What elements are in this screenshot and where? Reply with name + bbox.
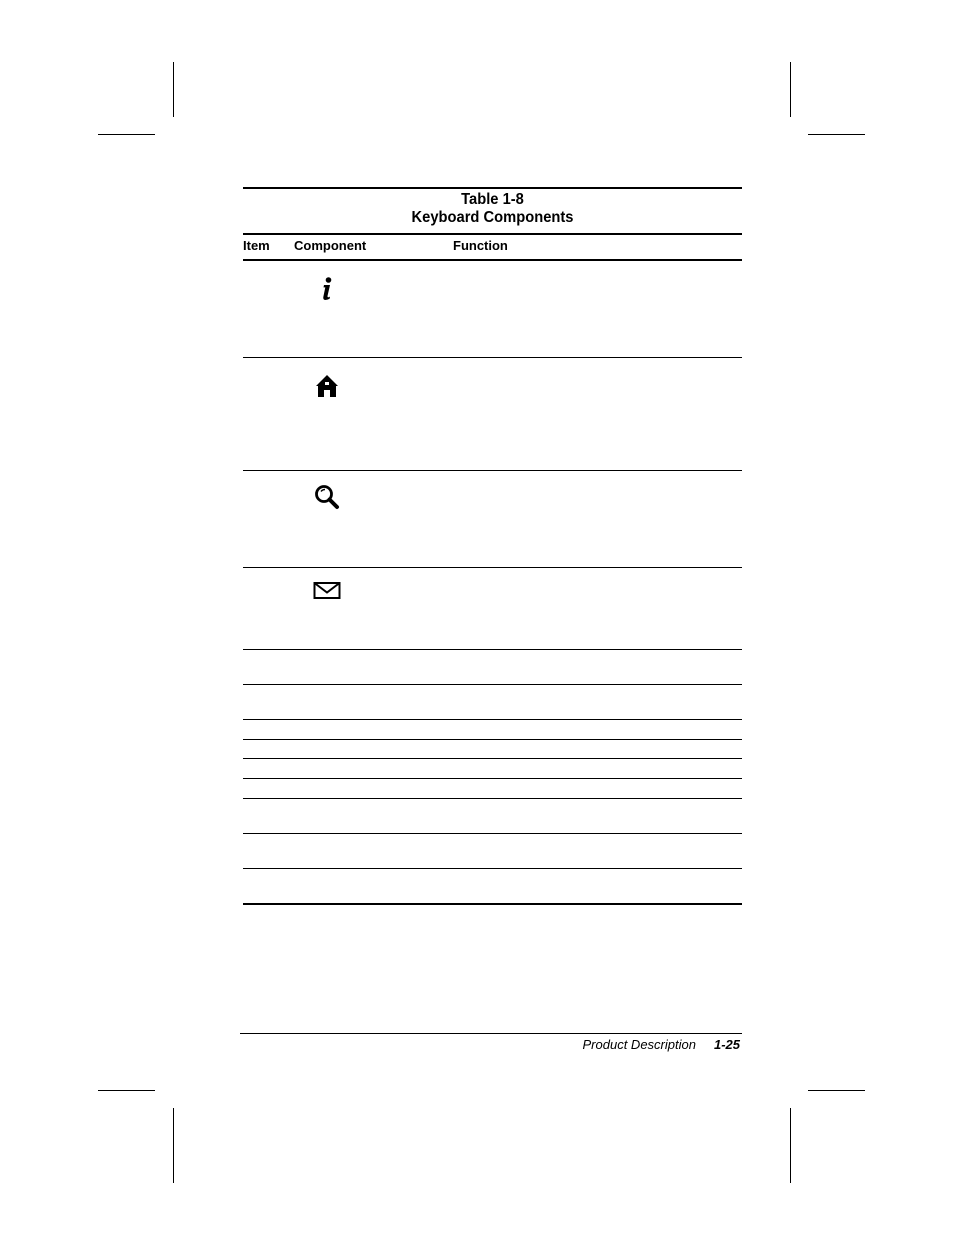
header-bottom-rule xyxy=(243,259,742,261)
table-row-divider xyxy=(243,357,742,358)
table-row-divider xyxy=(243,798,742,799)
table-number: Table 1-8 xyxy=(461,191,524,208)
crop-mark-top-left-horizontal xyxy=(98,134,155,135)
table-row-divider xyxy=(243,778,742,779)
search-icon xyxy=(313,483,341,511)
column-header-item: Item xyxy=(243,238,270,253)
column-header-component: Component xyxy=(294,238,367,253)
column-header-function: Function xyxy=(453,238,508,253)
table-row-divider xyxy=(243,833,742,834)
crop-mark-bottom-left-horizontal xyxy=(98,1090,155,1091)
table-row-divider xyxy=(243,739,742,740)
footer-rule xyxy=(240,1033,742,1034)
mail-icon xyxy=(313,577,341,605)
crop-mark-top-right-horizontal xyxy=(808,134,865,135)
table-row-divider xyxy=(243,758,742,759)
info-icon xyxy=(313,275,341,303)
table-row-divider xyxy=(243,868,742,869)
table-row-divider xyxy=(243,684,742,685)
page-number: 1-25 xyxy=(713,1037,740,1052)
crop-mark-top-left-vertical xyxy=(173,62,174,117)
crop-mark-bottom-right-vertical xyxy=(790,1108,791,1183)
table-row-divider xyxy=(243,719,742,720)
crop-mark-bottom-left-vertical xyxy=(173,1108,174,1183)
table-row-divider xyxy=(243,567,742,568)
table-top-rule xyxy=(243,187,742,189)
page-footer xyxy=(583,1037,740,1053)
table-row-divider xyxy=(243,470,742,471)
table-caption xyxy=(263,191,722,227)
table-bottom-rule xyxy=(243,903,742,905)
crop-mark-top-right-vertical xyxy=(790,62,791,117)
footer-section-title: Product Description xyxy=(582,1037,696,1052)
table-row-divider xyxy=(243,649,742,650)
crop-mark-bottom-right-horizontal xyxy=(808,1090,865,1091)
home-icon xyxy=(313,373,341,401)
table-title: Keyboard Components xyxy=(411,209,574,226)
header-top-rule xyxy=(243,233,742,235)
